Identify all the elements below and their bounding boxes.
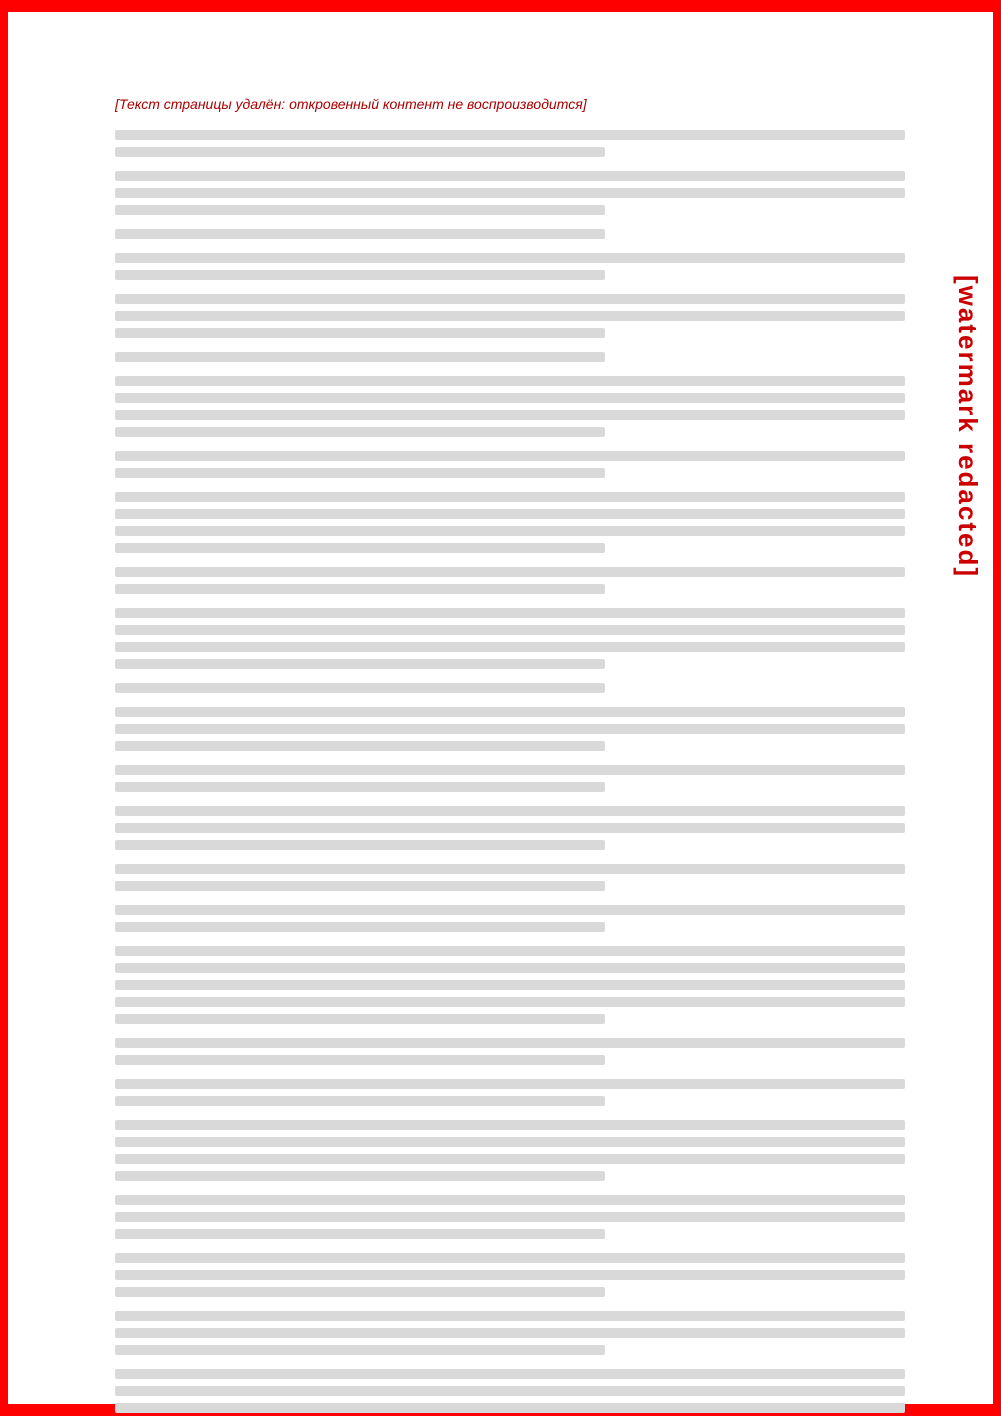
redacted-text-line	[115, 683, 605, 693]
redacted-text-line	[115, 328, 605, 338]
redacted-text-line	[115, 352, 605, 362]
redacted-text-line	[115, 659, 605, 669]
redacted-text-line	[115, 823, 905, 833]
redacted-text-line	[115, 294, 905, 304]
redacted-paragraph	[115, 608, 905, 669]
redacted-paragraph	[115, 451, 905, 478]
redacted-paragraph	[115, 376, 905, 437]
redacted-text-line	[115, 543, 605, 553]
redacted-paragraph	[115, 352, 905, 362]
redacted-paragraph	[115, 171, 905, 215]
redacted-text-line	[115, 1345, 605, 1355]
redacted-paragraph	[115, 1079, 905, 1106]
redacted-text-line	[115, 130, 905, 140]
redacted-text-line	[115, 205, 605, 215]
redacted-text-line	[115, 410, 905, 420]
redacted-text-line	[115, 724, 905, 734]
redacted-paragraph	[115, 1195, 905, 1239]
redacted-text-line	[115, 1137, 905, 1147]
redacted-text-line	[115, 1229, 605, 1239]
redacted-text-line	[115, 922, 605, 932]
redacted-text-line	[115, 451, 905, 461]
redacted-text-line	[115, 229, 605, 239]
redacted-paragraph	[115, 294, 905, 338]
redacted-paragraph	[115, 130, 905, 157]
redacted-text-line	[115, 1328, 905, 1338]
redacted-text-line	[115, 171, 905, 181]
redacted-paragraph	[115, 567, 905, 594]
redacted-text-line	[115, 1055, 605, 1065]
redacted-text-line	[115, 468, 605, 478]
redacted-paragraph	[115, 1253, 905, 1297]
page-border-left	[0, 0, 8, 1416]
redacted-text-line	[115, 1369, 905, 1379]
redacted-text-line	[115, 492, 905, 502]
redacted-text-line	[115, 806, 905, 816]
redacted-text-line	[115, 1038, 905, 1048]
redacted-text-line	[115, 765, 905, 775]
redacted-text-line	[115, 567, 905, 577]
redacted-text-line	[115, 1287, 605, 1297]
redaction-notice: [Текст страницы удалён: откровенный контент не воспроизводится]	[115, 96, 587, 112]
redacted-text-line	[115, 963, 905, 973]
redacted-text-line	[115, 1079, 905, 1089]
paragraph-list	[115, 130, 905, 1416]
redacted-paragraph	[115, 806, 905, 850]
redacted-text-line	[115, 509, 905, 519]
redacted-text-line	[115, 864, 905, 874]
redacted-text-line	[115, 584, 605, 594]
redacted-text-line	[115, 1171, 605, 1181]
redacted-paragraph	[115, 1120, 905, 1181]
redacted-text-line	[115, 1270, 905, 1280]
redacted-text-line	[115, 707, 905, 717]
redacted-paragraph	[115, 229, 905, 239]
redacted-text-line	[115, 1154, 905, 1164]
redacted-text-line	[115, 393, 905, 403]
redacted-text-line	[115, 1311, 905, 1321]
redacted-text-line	[115, 253, 905, 263]
redacted-text-line	[115, 608, 905, 618]
redacted-paragraph	[115, 683, 905, 693]
redacted-text-line	[115, 1403, 905, 1413]
redacted-text-line	[115, 625, 905, 635]
redacted-text-line	[115, 1212, 905, 1222]
redacted-paragraph	[115, 946, 905, 1024]
redacted-text-line	[115, 1195, 905, 1205]
redacted-text-line	[115, 980, 905, 990]
redacted-text-line	[115, 741, 605, 751]
redacted-text-line	[115, 270, 605, 280]
page-border-top	[0, 0, 1001, 12]
page-border-right	[993, 0, 1001, 1416]
redacted-paragraph	[115, 905, 905, 932]
redacted-text-line	[115, 311, 905, 321]
redacted-paragraph	[115, 707, 905, 751]
redacted-text-line	[115, 782, 605, 792]
redacted-text-line	[115, 642, 905, 652]
redacted-text-line	[115, 881, 605, 891]
redacted-text-line	[115, 526, 905, 536]
redacted-text-line	[115, 1120, 905, 1130]
site-watermark: [watermark redacted]	[953, 275, 983, 578]
redacted-text-line	[115, 997, 905, 1007]
redacted-text-line	[115, 840, 605, 850]
redacted-text-line	[115, 427, 605, 437]
redacted-text-line	[115, 1014, 605, 1024]
redacted-paragraph	[115, 1038, 905, 1065]
redacted-paragraph	[115, 1311, 905, 1355]
redacted-text-line	[115, 376, 905, 386]
redacted-paragraph	[115, 765, 905, 792]
redacted-paragraph	[115, 492, 905, 553]
redacted-text-line	[115, 1253, 905, 1263]
redacted-text-line	[115, 1096, 605, 1106]
redacted-paragraph	[115, 864, 905, 891]
redacted-text-line	[115, 946, 905, 956]
redacted-paragraph	[115, 253, 905, 280]
redacted-text-line	[115, 1386, 905, 1396]
redacted-text-line	[115, 188, 905, 198]
body-text-column	[115, 96, 905, 1416]
redacted-paragraph	[115, 1369, 905, 1416]
redacted-text-line	[115, 905, 905, 915]
redacted-text-line	[115, 147, 605, 157]
